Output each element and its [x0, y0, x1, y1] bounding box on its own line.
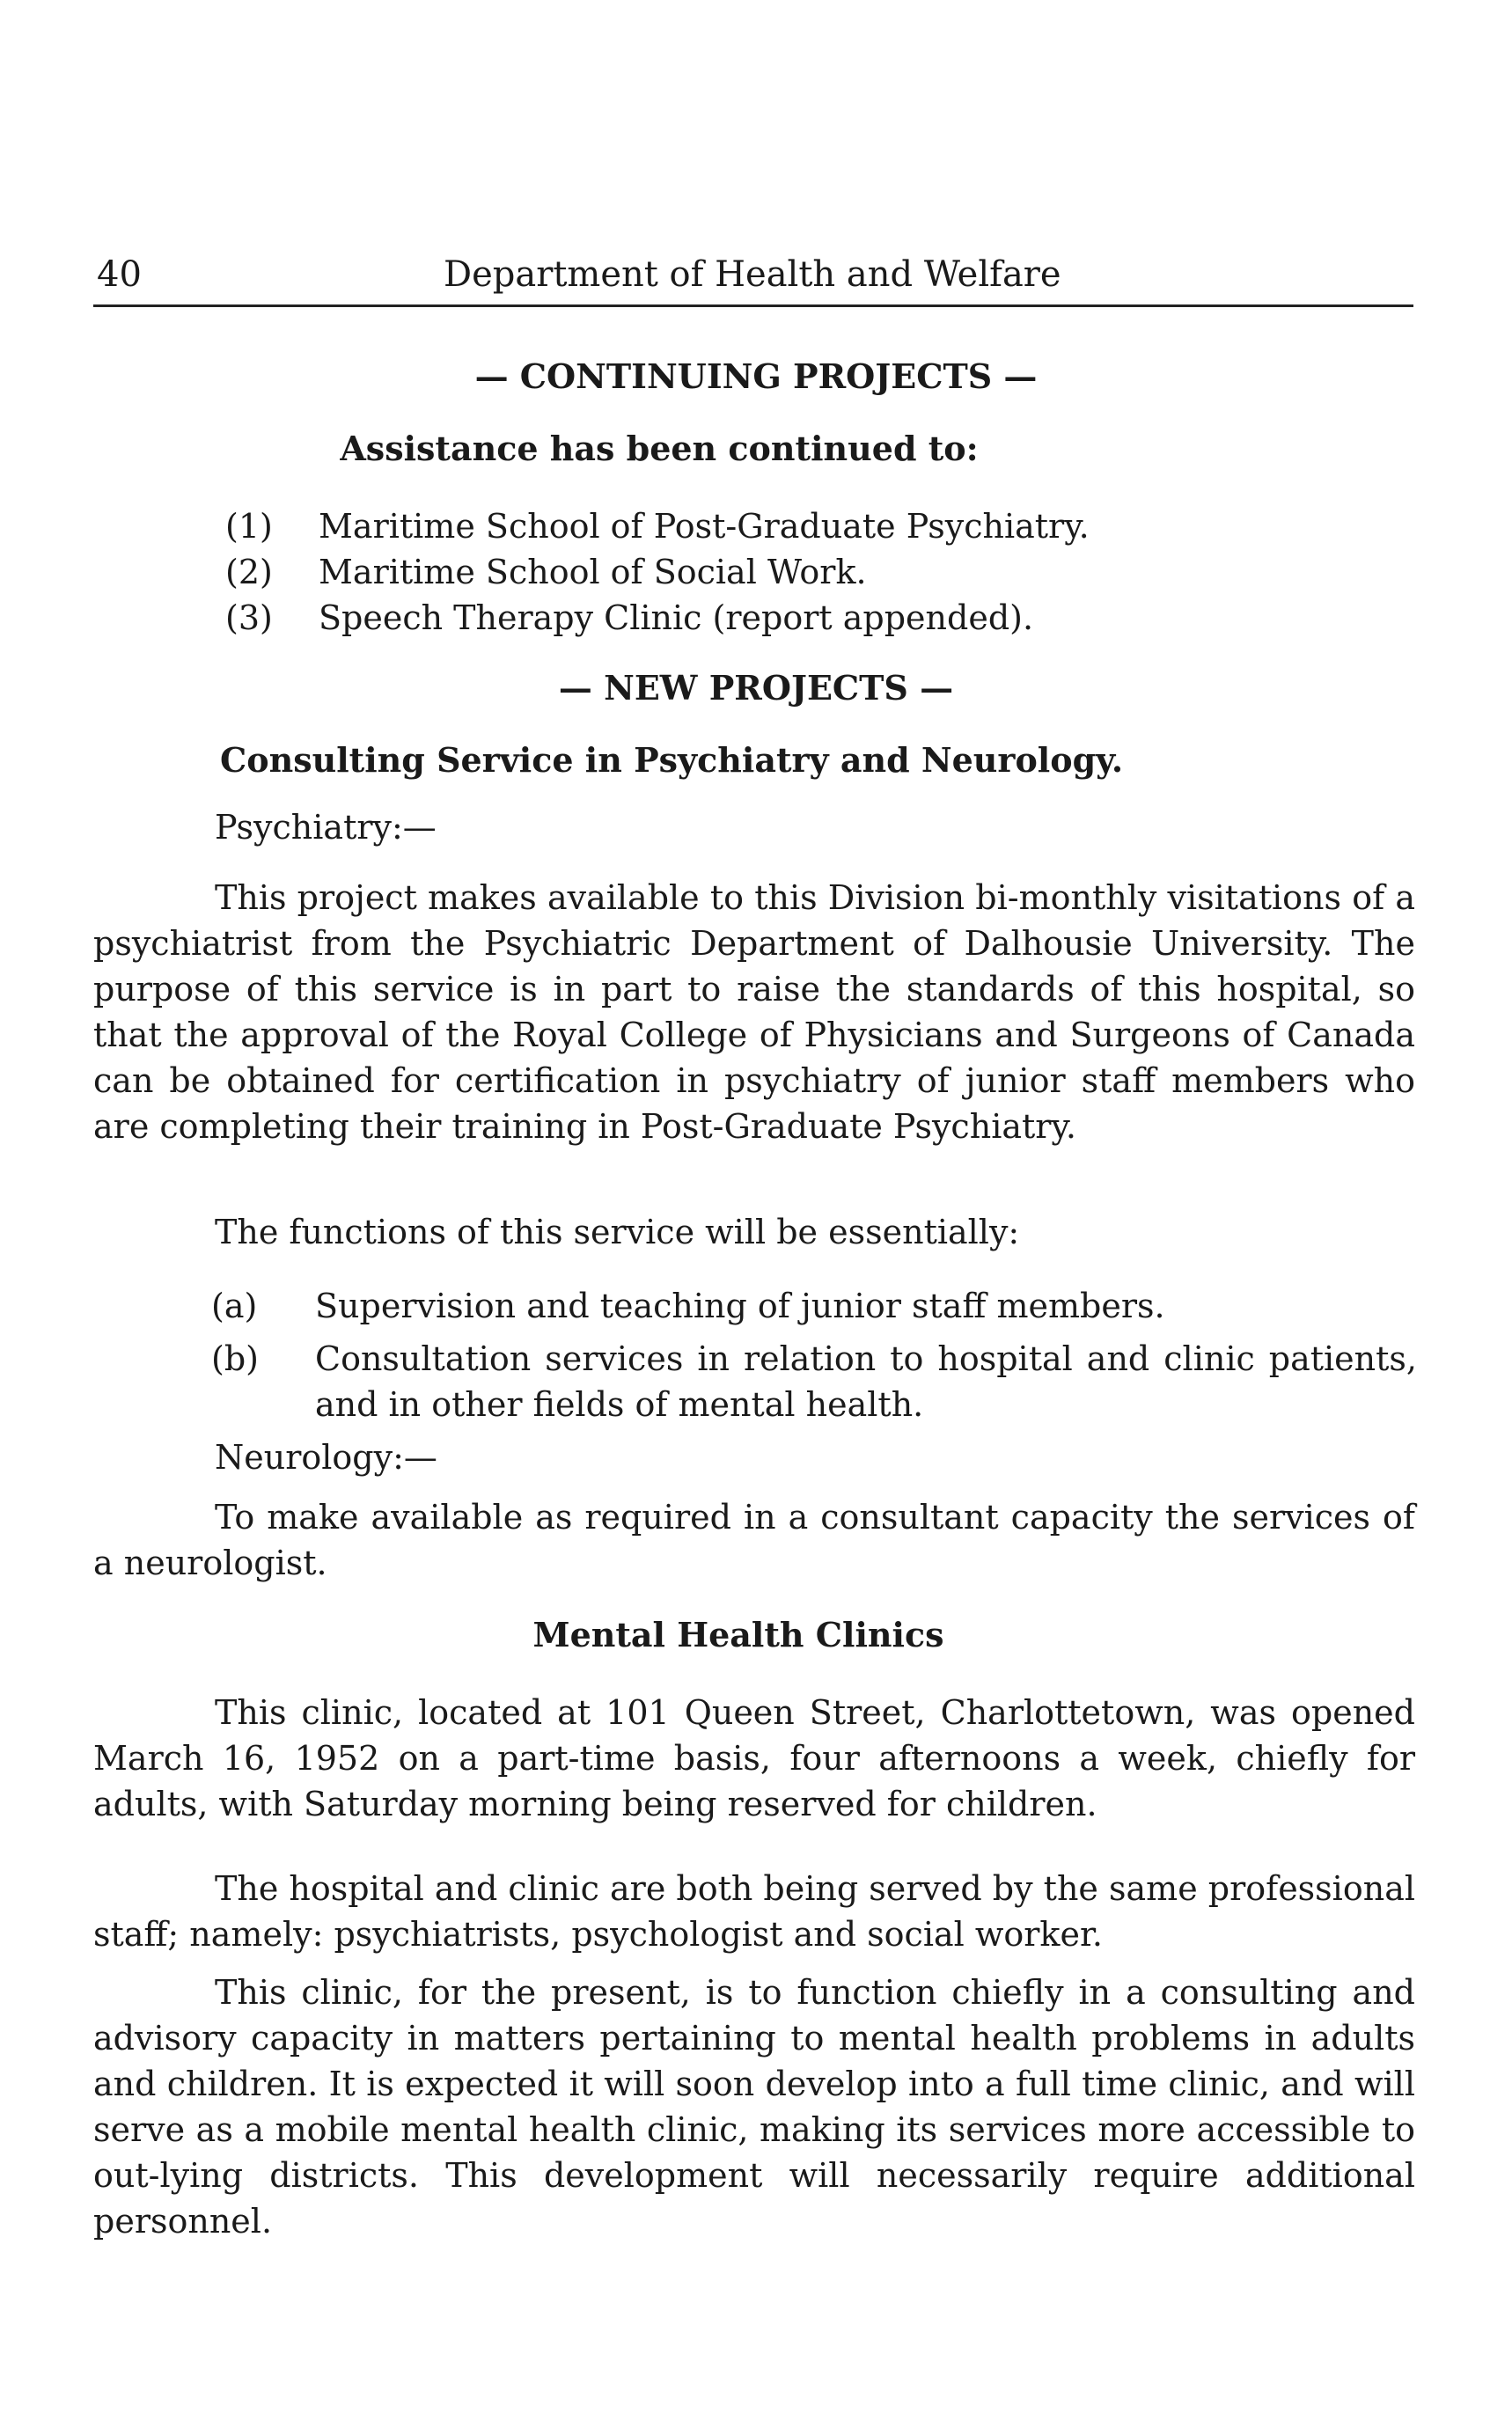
- neurology-paragraph: To make available as required in a consultant capacity the services of a neurologist.: [93, 1498, 1415, 1582]
- list-item: [225, 549, 1369, 595]
- psychiatry-paragraph: This project makes available to this Division bi-monthly visitations of a psychiatrist from the Psychiatric Department of Dalhousie University. The purpose of this service is in part to raise the standards of this hospital, so that the approval of the Royal College of Physicians and Surgeons of Canada can be obtained for certification in psychiatry of junior staff members who are completing their training in Post-Graduate Psychiatry.: [93, 878, 1415, 1146]
- neurology-label: Neurology:—: [215, 1438, 437, 1477]
- consulting-service-subheading: Consulting Service in Psychiatry and Neurology.: [220, 740, 1124, 780]
- clinic-paragraph-1: This clinic, located at 101 Queen Street, Charlottetown, was opened March 16, 1952 on a part-time basis, four afternoons a week, chiefly for adults, with Saturday morning being reserved for children.: [93, 1693, 1415, 1823]
- list-item-text: Consultation services in relation to hospital and clinic patients, and in other fields of mental health.: [315, 1339, 1417, 1424]
- list-item-text: Maritime School of Post-Graduate Psychiatry.: [319, 507, 1090, 546]
- running-title: Department of Health and Welfare: [444, 254, 1061, 295]
- functions-list: [211, 1283, 1417, 1434]
- page-header: [93, 252, 1413, 307]
- list-item-text: Speech Therapy Clinic (report appended).: [319, 598, 1034, 637]
- list-item-number: (1): [225, 507, 273, 546]
- list-item-text: Supervision and teaching of junior staff members.: [315, 1287, 1165, 1325]
- list-item: [211, 1283, 1417, 1329]
- continuing-projects-list: [225, 503, 1369, 641]
- new-projects-heading: — NEW PROJECTS —: [558, 668, 954, 708]
- list-item: [225, 595, 1369, 641]
- clinic-paragraph-3: This clinic, for the present, is to function chiefly in a consulting and advisory capacity in matters pertaining to mental health problems in adults and children. It is expected it will soon develop into a full time clinic, and will serve as a mobile mental health clinic, making its services more accessible to out-lying districts. This development will necessarily require additional personnel.: [93, 1973, 1415, 2241]
- list-item-text: Maritime School of Social Work.: [319, 553, 867, 591]
- list-item-letter: (b): [211, 1339, 259, 1378]
- psychiatry-label: Psychiatry:—: [215, 808, 437, 847]
- mental-health-clinics-heading: Mental Health Clinics: [532, 1615, 944, 1654]
- list-item: [225, 503, 1369, 549]
- list-item-number: (2): [225, 553, 273, 591]
- list-item-letter: (a): [211, 1287, 258, 1325]
- clinic-paragraph-2: The hospital and clinic are both being served by the same professional staff; namely: psychiatrists, psychologist and social worker.: [93, 1869, 1415, 1954]
- functions-intro: The functions of this service will be essentially:: [215, 1213, 1020, 1251]
- list-item: [211, 1336, 1417, 1427]
- page-number: 40: [97, 254, 142, 295]
- continuing-intro: Assistance has been continued to:: [340, 429, 979, 468]
- list-item-number: (3): [225, 598, 273, 637]
- continuing-projects-heading: — CONTINUING PROJECTS —: [474, 356, 1038, 396]
